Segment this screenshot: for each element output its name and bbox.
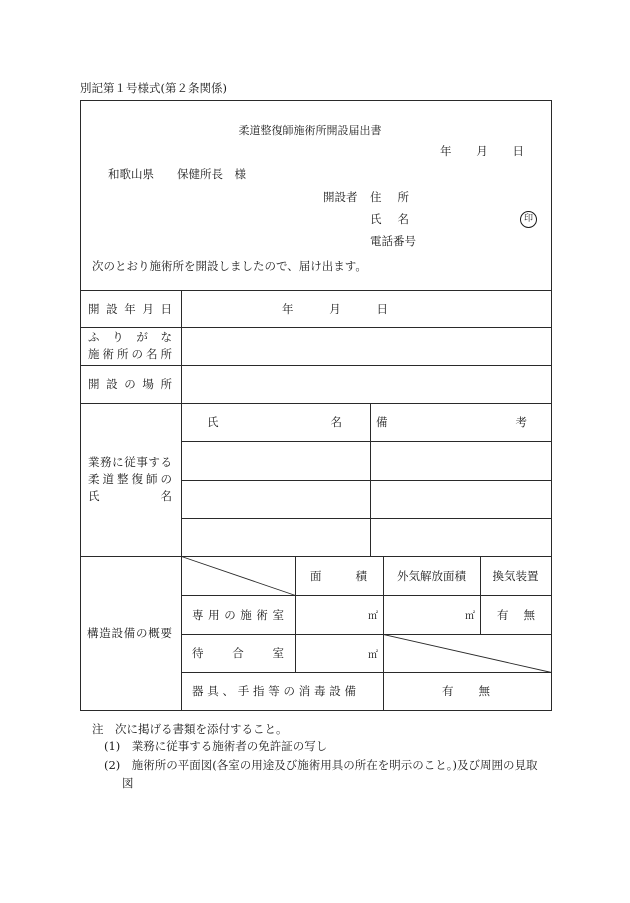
note-item: (1) 業務に従事する施術者の免許証の写し: [104, 739, 328, 753]
label-glyph: 無: [478, 684, 490, 698]
label-glyph: 概: [148, 626, 160, 640]
label-glyph: 術: [256, 607, 268, 622]
label-glyph: 面: [310, 568, 322, 583]
label-glyph: 氏: [88, 489, 100, 503]
label-glyph: 月: [142, 301, 154, 316]
form-title: 柔道整復師施術所開設届出書: [238, 124, 382, 137]
address-label: [370, 190, 409, 204]
label-glyph: 日: [160, 301, 172, 316]
label-glyph: 消: [298, 684, 311, 698]
waiting-room-area-unit: ㎡: [368, 649, 378, 661]
label-glyph: の: [283, 684, 295, 698]
label-glyph: ふ: [88, 330, 100, 344]
label-glyph: の: [224, 607, 236, 622]
label-glyph: 室: [272, 646, 284, 660]
label-glyph: 専: [192, 607, 204, 622]
name-label: [370, 212, 409, 226]
label-glyph: 設: [106, 377, 118, 391]
submission-date: [440, 144, 524, 158]
furigana-label: [88, 329, 172, 346]
label-glyph: 柔: [88, 472, 100, 486]
label-glyph: 積: [355, 568, 367, 583]
treatment-room-area-unit: ㎡: [368, 611, 378, 622]
label-glyph: 日: [376, 301, 388, 316]
location-label: [88, 365, 172, 403]
ventilation-header: 換気装置: [492, 568, 539, 583]
label-glyph: 用: [208, 607, 220, 622]
label-glyph: 師: [146, 472, 158, 486]
facility-name-value: [190, 328, 545, 365]
label-glyph: 術: [102, 347, 114, 361]
practitioner-remarks-cell: [377, 519, 545, 556]
label-glyph: の: [124, 377, 136, 391]
treatment-room-ventilation-options: [497, 595, 535, 634]
label-glyph: が: [136, 330, 148, 344]
label-glyph: に: [112, 455, 124, 469]
label-glyph: 務: [100, 455, 112, 469]
label-glyph: の: [160, 472, 172, 486]
facility-name-label: [88, 327, 172, 365]
label-glyph: 設: [111, 626, 123, 640]
label-glyph: す: [148, 455, 160, 469]
label-glyph: 指: [253, 684, 265, 698]
label-glyph: 名: [146, 347, 158, 361]
practitioners-label-line: [88, 454, 172, 471]
label-glyph: 合: [232, 646, 244, 660]
declaration-statement: 次のとおり施術所を開設しましたので、届け出ます。: [92, 259, 367, 273]
label-glyph: 無: [523, 607, 535, 622]
label-glyph: 名: [397, 212, 409, 226]
label-glyph: 構: [87, 626, 99, 640]
label-glyph: 備: [376, 415, 388, 429]
opening-date-label: [88, 290, 172, 327]
label-glyph: 従: [124, 455, 136, 469]
practitioner-name-cell: [188, 481, 364, 518]
applicant-label: 開設者: [323, 190, 358, 204]
label-glyph: の: [131, 347, 143, 361]
label-glyph: 開: [88, 377, 100, 391]
label-glyph: 名: [330, 415, 342, 429]
form-number: 別記第１号様式(第２条関係): [80, 81, 227, 95]
notes-heading: 注 次に掲げる書類を添付すること。: [92, 722, 288, 736]
practitioner-name-cell: [188, 519, 364, 556]
practitioner-name-header: [207, 403, 342, 441]
label-glyph: 具: [207, 684, 219, 698]
label-glyph: 年: [282, 301, 294, 316]
label-glyph: 整: [117, 472, 129, 486]
label-glyph: 名: [160, 489, 172, 503]
practitioners-label-line: [88, 488, 172, 505]
label-glyph: の: [136, 626, 148, 640]
label-glyph: 手: [237, 684, 250, 698]
label-glyph: 毒: [314, 684, 326, 698]
label-glyph: 備: [123, 626, 136, 640]
label-glyph: 年: [440, 144, 452, 158]
practitioner-remarks-cell: [377, 481, 545, 518]
treatment-room-open-area-unit: ㎡: [465, 611, 475, 622]
facilities-label: [87, 556, 172, 710]
label-glyph: 、: [222, 684, 234, 698]
treatment-room-label: [192, 595, 284, 634]
diagonal-header-slash: [182, 557, 296, 596]
location-value: [190, 366, 545, 403]
label-glyph: 月: [329, 301, 341, 316]
label-glyph: 氏: [370, 212, 382, 226]
label-glyph: 施: [240, 607, 252, 622]
label-glyph: 日: [512, 144, 524, 158]
label-glyph: 等: [268, 684, 280, 698]
phone-label: 電話番号: [370, 234, 416, 248]
label-glyph: な: [160, 330, 172, 344]
label-glyph: 有: [497, 607, 509, 622]
label-glyph: 所: [117, 347, 129, 361]
label-glyph: 造: [99, 626, 111, 640]
label-glyph: 備: [344, 684, 356, 698]
label-glyph: 月: [476, 144, 488, 158]
label-glyph: 設: [106, 301, 118, 316]
label-glyph: 開: [88, 301, 100, 316]
practitioner-remarks-cell: [377, 442, 545, 480]
label-glyph: 所: [160, 347, 172, 361]
seal-mark: 印: [520, 211, 537, 228]
note-item: (2) 施術所の平面図(各室の用途及び施術用具の所在を明示のこと。)及び周囲の見取図: [104, 758, 538, 790]
area-header: [310, 556, 367, 595]
label-glyph: 待: [192, 646, 204, 660]
label-glyph: 復: [131, 472, 143, 486]
label-glyph: 所: [160, 377, 172, 391]
disinfection-label: [192, 672, 356, 710]
label-glyph: 設: [329, 684, 341, 698]
label-glyph: 器: [192, 684, 204, 698]
waiting-room-label: [192, 634, 284, 672]
diagonal-empty-slash: [384, 635, 552, 673]
facility-name-label-text: [88, 346, 172, 363]
label-glyph: 施: [88, 347, 100, 361]
label-glyph: 所: [397, 190, 409, 204]
label-glyph: 業: [88, 455, 100, 469]
opening-date-value: [282, 290, 388, 327]
label-glyph: 有: [442, 684, 454, 698]
label-glyph: 道: [102, 472, 114, 486]
addressee: 和歌山県 保健所長 様: [108, 167, 246, 181]
practitioner-name-cell: [188, 442, 364, 480]
practitioner-remarks-header: [376, 403, 527, 441]
disinfection-options: [442, 672, 490, 710]
label-glyph: 室: [272, 607, 284, 622]
label-glyph: 住: [370, 190, 382, 204]
practitioners-label-line: [88, 471, 172, 488]
label-glyph: り: [112, 330, 124, 344]
practitioners-label: [88, 403, 172, 556]
label-glyph: 年: [124, 301, 136, 316]
label-glyph: る: [160, 455, 172, 469]
open-area-header: 外気解放面積: [397, 568, 466, 583]
label-glyph: 場: [142, 377, 154, 391]
label-glyph: 考: [515, 415, 527, 429]
label-glyph: 要: [160, 626, 172, 640]
label-glyph: 氏: [207, 415, 219, 429]
label-glyph: 事: [136, 455, 148, 469]
